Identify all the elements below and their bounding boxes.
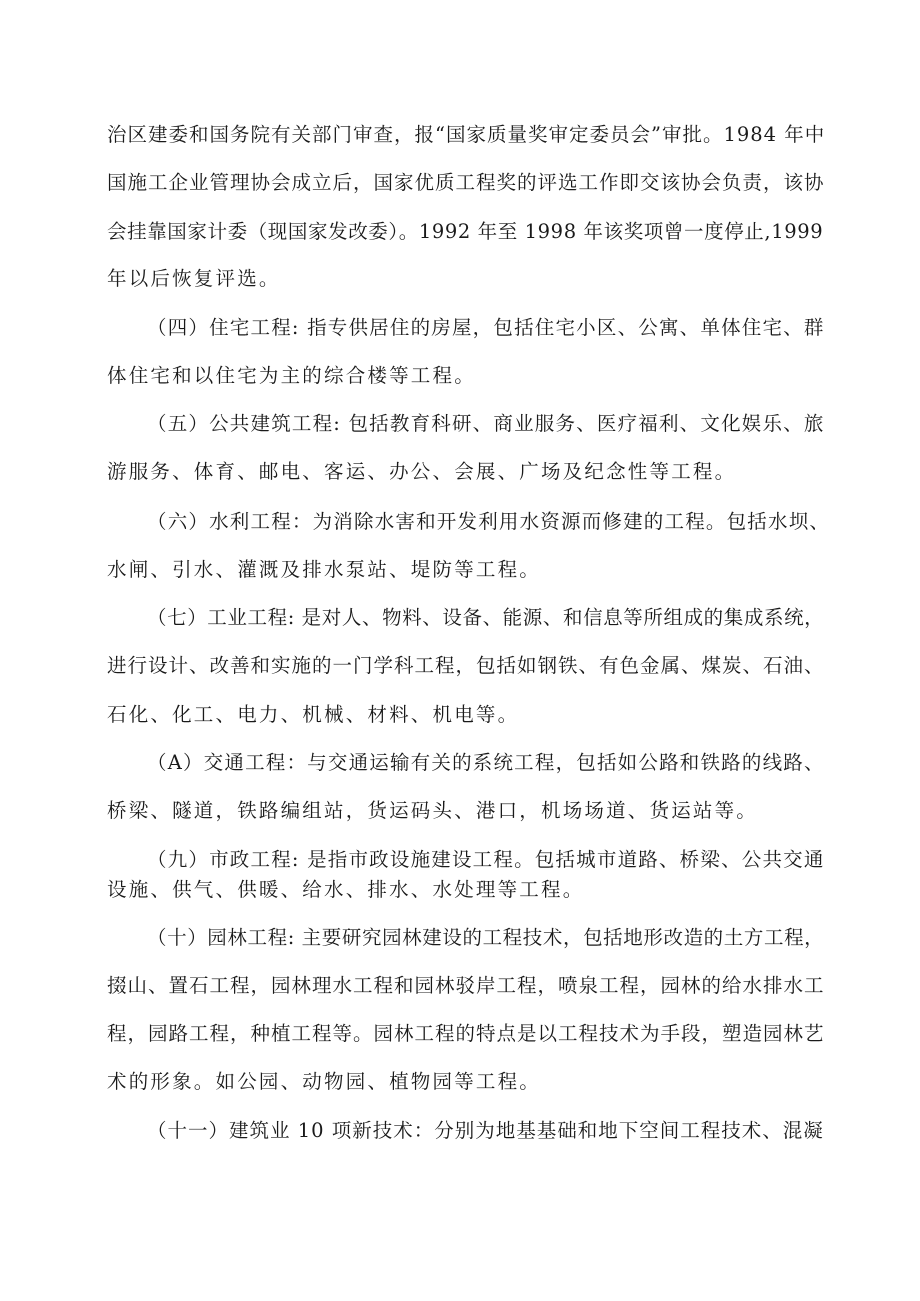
- text-line: 国施工企业管理协会成立后，国家优质工程奖的评选工作即交该协会负责，该协: [107, 171, 825, 194]
- paragraph-start-line: （十）园林工程: 主要研究园林建设的工程技术，包括地形改造的土方工程，: [147, 926, 825, 949]
- text-line: 掇山、置石工程，园林理水工程和园林驳岸工程，喷泉工程，园林的给水排水工: [107, 974, 825, 997]
- text-line: 进行设计、改善和实施的一门学科工程，包括如钢铁、有色金属、煤炭、石油、: [107, 654, 825, 677]
- text-line: 游服务、体育、邮电、客运、办公、会展、广场及纪念性等工程。: [107, 460, 737, 483]
- paragraph-start-line: （A）交通工程：与交通运输有关的系统工程，包括如公路和铁路的线路、: [147, 751, 825, 774]
- text-line: 石化、化工、电力、机械、材料、机电等。: [107, 703, 520, 726]
- paragraph-start-line: （五）公共建筑工程: 包括教育科研、商业服务、医疗福利、文化娱乐、旅: [147, 412, 825, 435]
- text-line: 术的形象。如公园、动物园、植物园等工程。: [107, 1070, 542, 1093]
- paragraph-start-line: （七）工业工程: 是对人、物料、设备、能源、和信息等所组成的集成系统，: [147, 606, 825, 629]
- paragraph-start-line: （十一）建筑业 10 项新技术：分别为地基基础和地下空间工程技术、混凝: [147, 1119, 824, 1142]
- text-line: 体住宅和以住宅为主的综合楼等工程。: [107, 364, 476, 387]
- text-line: 年以后恢复评选。: [107, 267, 281, 290]
- paragraph-start-line: （四）住宅工程: 指专供居住的房屋，包括住宅小区、公寓、单体住宅、群: [147, 316, 825, 339]
- paragraph-start-line: （六）水利工程：为消除水害和开发利用水资源而修建的工程。包括水坝、: [147, 510, 831, 533]
- text-line: 桥梁、隧道，铁路编组站，货运码头、港口，机场场道、货运站等。: [107, 799, 759, 822]
- text-line: 治区建委和国务院有关部门审查，报“国家质量奖审定委员会”审批。1984 年中: [107, 123, 826, 146]
- text-line: 设施、供气、供暖、给水、排水、水处理等工程。: [107, 878, 585, 901]
- text-line: 程，园路工程，种植工程等。园林工程的特点是以工程技术为手段，塑造园林艺: [107, 1022, 825, 1045]
- text-line: 水闸、引水、灌溉及排水泵站、堤防等工程。: [107, 558, 542, 581]
- text-line: 会挂靠国家计委（现国家发改委）。1992 年至 1998 年该奖项曾一度停止,1999: [107, 220, 824, 243]
- paragraph-start-line: （九）市政工程: 是指市政设施建设工程。包括城市道路、桥梁、公共交通: [147, 848, 825, 871]
